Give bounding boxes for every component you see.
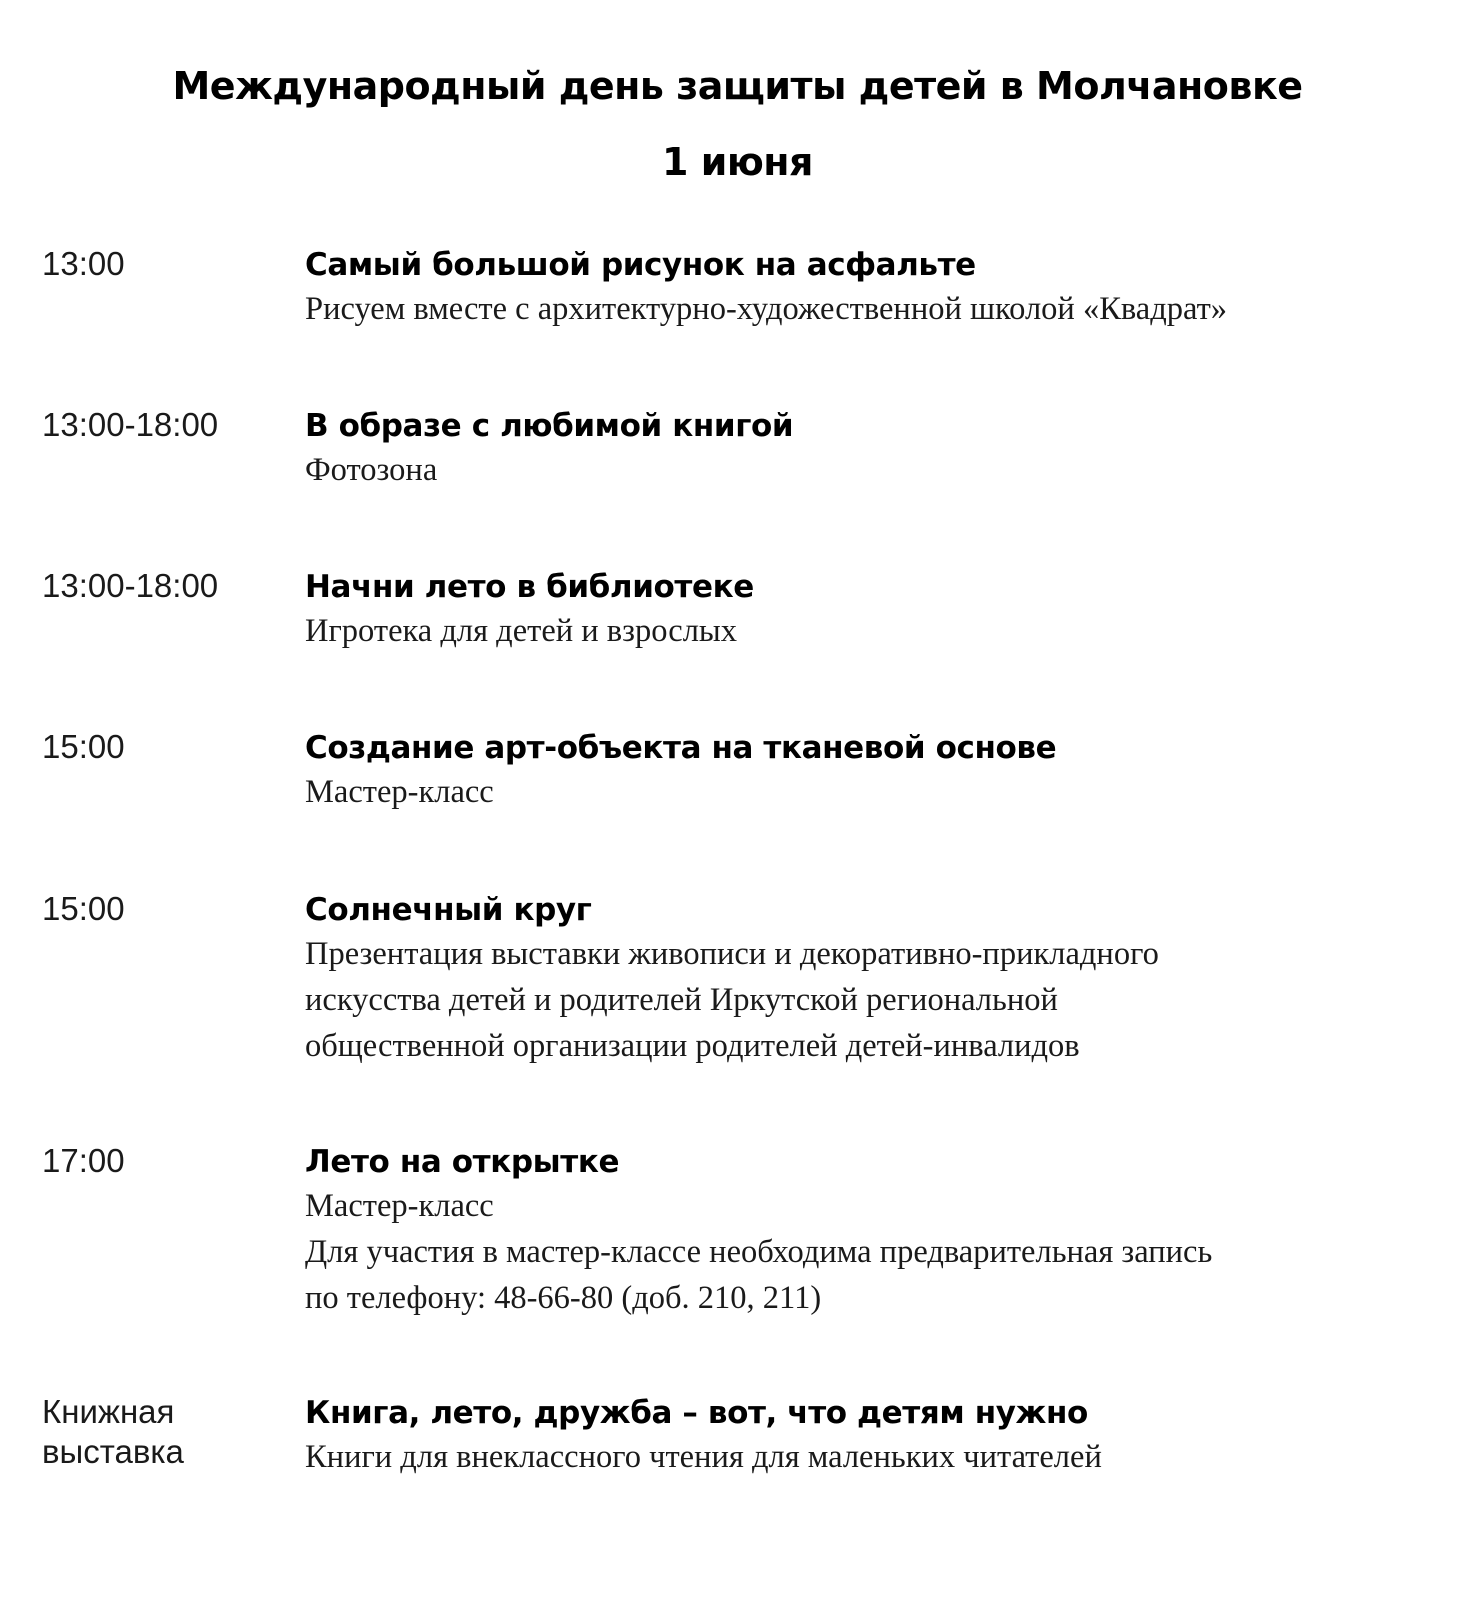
event-time: 17:00 (42, 1142, 125, 1179)
event-content (305, 1141, 1435, 1321)
event-time-line: Книжная (42, 1393, 175, 1430)
event-title: Начни лето в библиотеке (305, 569, 754, 605)
event-description (305, 1183, 1435, 1321)
event-description-line: Рисуем вместе с архитектурно-художественной школой «Квадрат» (305, 291, 1228, 327)
event-time: 13:00-18:00 (42, 406, 219, 443)
event-content (305, 566, 1435, 654)
event-content (305, 727, 1435, 815)
event-title: В образе с любимой книгой (305, 408, 794, 444)
event-title: Самый большой рисунок на асфальте (305, 247, 976, 283)
event-time (42, 1392, 282, 1472)
event-description-line: Мастер-класс (305, 1188, 494, 1224)
event-time: 13:00-18:00 (42, 567, 219, 604)
event-description (305, 931, 1435, 1069)
event-description (305, 608, 1435, 654)
event-description (305, 286, 1435, 332)
event-description-line: общественной организации родителей детей-инвалидов (305, 1028, 1080, 1064)
page-title: Международный день защиты детей в Молчановке (172, 64, 1303, 108)
event-description (305, 1434, 1435, 1480)
event-description (305, 769, 1435, 815)
event-title: Солнечный круг (305, 892, 592, 928)
event-content (305, 889, 1435, 1069)
event-description-line: Игротека для детей и взрослых (305, 613, 738, 649)
event-content (305, 405, 1435, 493)
event-content (305, 1392, 1435, 1480)
event-description-line: Для участия в мастер-классе необходима предварительная запись (305, 1234, 1213, 1270)
event-description-line: Книги для внеклассного чтения для маленьких читателей (305, 1439, 1102, 1475)
event-time: 13:00 (42, 245, 125, 282)
event-description-line: Мастер-класс (305, 774, 494, 810)
event-title: Создание арт-объекта на тканевой основе (305, 730, 1057, 766)
event-title: Книга, лето, дружба – вот, что детям нужно (305, 1395, 1088, 1431)
event-time-line: выставка (42, 1433, 184, 1470)
event-description-line: по телефону: 48-66-80 (доб. 210, 211) (305, 1280, 822, 1316)
event-title: Лето на открытке (305, 1144, 620, 1180)
event-description-line: Фотозона (305, 452, 438, 488)
event-time: 15:00 (42, 890, 125, 927)
event-date: 1 июня (662, 140, 813, 184)
event-description (305, 447, 1435, 493)
event-description-line: Презентация выставки живописи и декоративно-прикладного (305, 936, 1159, 972)
event-description-line: искусства детей и родителей Иркутской региональной (305, 982, 1058, 1018)
event-time: 15:00 (42, 728, 125, 765)
event-content (305, 244, 1435, 332)
